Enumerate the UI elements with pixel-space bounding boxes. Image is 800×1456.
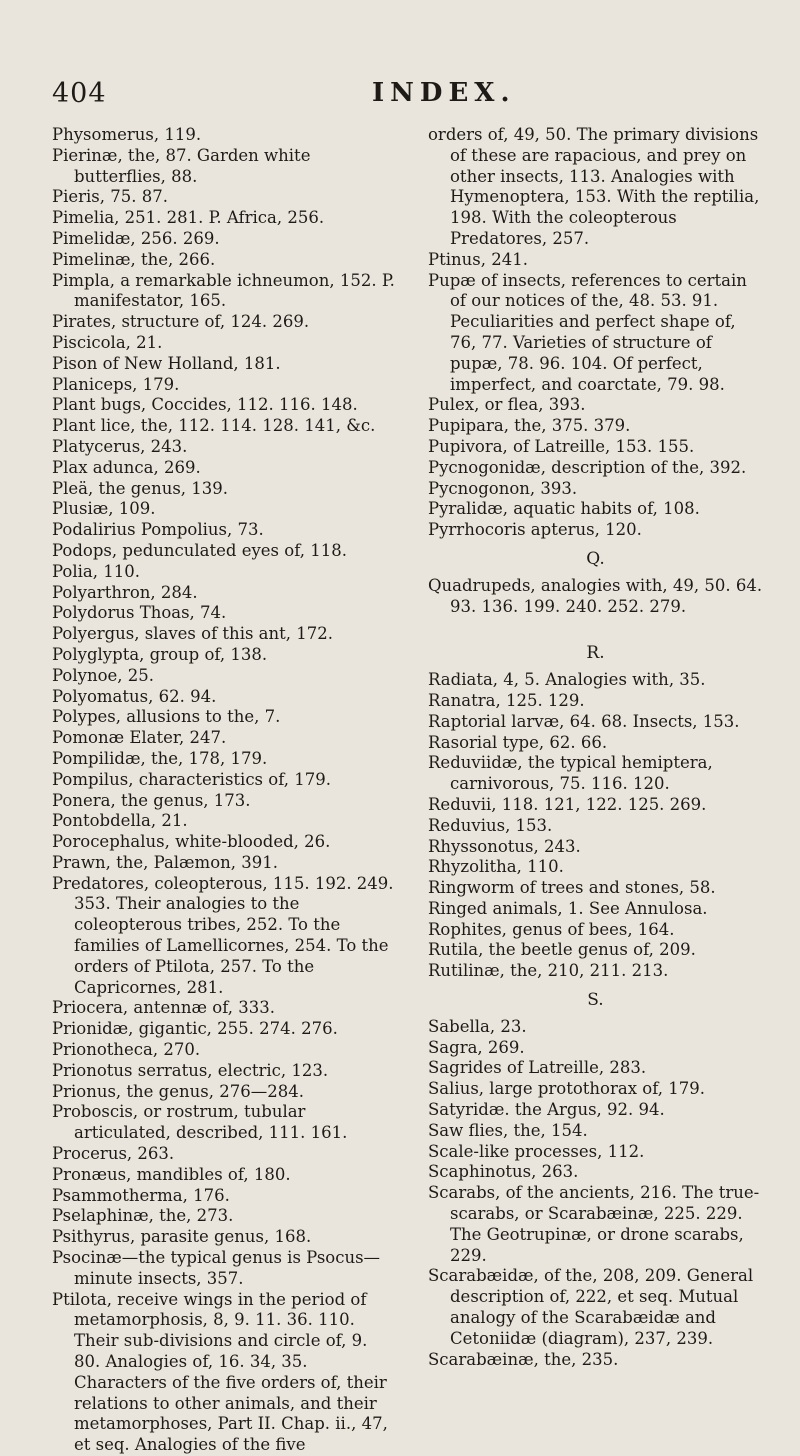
index-entry: Sagra, 269. [428,1037,525,1057]
index-entry: Pison of New Holland, 181. [52,353,281,373]
index-entry: Saw flies, the, 154. [428,1120,588,1140]
index-entry: Reduviidæ, the typical hemiptera, carnivorous, 75. 116. 120. [428,753,713,794]
index-entry: Prionotus serratus, electric, 123. [52,1060,329,1080]
index-entry: Polia, 110. [52,561,140,581]
index-entry: Pronæus, mandibles of, 180. [52,1164,291,1184]
index-entry: Pieris, 75. 87. [52,187,168,207]
index-entry: Prionus, the genus, 276—284. [52,1081,304,1101]
index-entry: Rutilinæ, the, 210, 211. 213. [428,961,669,981]
page-header [52,78,760,118]
index-entry: Ptilota, receive wings in the period of metamorphosis, 8, 9. 11. 36. 110. Their sub-divisions and circle of, 9. 80. Analogies of, 16. 34, 35. Characters of the five orders of, their relations to other animals, and their metamorphoses, Part II. Chap. ii., 47, et seq. Analogies of the five [52,1289,388,1455]
index-entry: Ptinus, 241. [428,249,528,269]
index-entry: orders of, 49, 50. The primary divisions of these are rapacious, and prey on other insects, 113. Analogies with Hymenoptera, 153. With the reptilia, 198. With the coleopterous Predatores, 257. [428,125,760,248]
index-entry: Scale-like processes, 112. [428,1141,645,1161]
index-entry: Pupivora, of Latreille, 153. 155. [428,436,695,456]
index-entry: Reduvii, 118. 121, 122. 125. 269. [428,794,707,814]
index-entry: Pomonæ Elater, 247. [52,728,227,748]
index-entry: Polyglypta, group of, 138. [52,644,268,664]
index-entry: Pompilidæ, the, 178, 179. [52,748,268,768]
index-entry: Prionidæ, gigantic, 255. 274. 276. [52,1019,338,1039]
page-title: INDEX. [372,78,516,108]
index-entry: Proboscis, or rostrum, tubular articulated, described, 111. 161. [52,1102,348,1143]
index-entry: Rhyzolitha, 110. [428,857,564,877]
index-entry: Pimpla, a remarkable ichneumon, 152. P. manifestator, 165. [52,270,395,311]
index-entry: Pimelia, 251. 281. P. Africa, 256. [52,208,325,228]
index-entry: Planiceps, 179. [52,374,180,394]
index-entry: Polynoe, 25. [52,665,155,685]
index-entry: Ringed animals, 1. See Annulosa. [428,898,708,918]
index-entry: Ponera, the genus, 173. [52,790,251,810]
page-number: 404 [52,78,107,109]
index-entry: Pyrrhocoris apterus, 120. [428,520,642,540]
index-entry: Pimelinæ, the, 266. [52,249,216,269]
index-entry: Ranatra, 125. 129. [428,690,585,710]
index-entry: Pompilus, characteristics of, 179. [52,769,331,789]
index-entry: Prawn, the, Palæmon, 391. [52,852,278,872]
index-entry: Scaphinotus, 263. [428,1162,579,1182]
index-entry: Sabella, 23. [428,1016,527,1036]
index-entry: Porocephalus, white-blooded, 26. [52,832,331,852]
right-column [428,125,763,1370]
index-entry: Polypes, allusions to the, 7. [52,707,281,727]
index-entry: Scarabæidæ, of the, 208, 209. General description of, 222, et seq. Mutual analogy of the Scarabæidæ and Cetoniidæ (diagram), 237, 239. [428,1266,754,1348]
index-entry: Satyridæ. the Argus, 92. 94. [428,1100,665,1120]
index-entry: Pycnogonidæ, description of the, 392. [428,457,747,477]
index-entry: Raptorial larvæ, 64. 68. Insects, 153. [428,711,740,731]
index-entry: Radiata, 4, 5. Analogies with, 35. [428,670,706,690]
index-entry: Scarabæinæ, the, 235. [428,1349,619,1369]
index-entry: Predatores, coleopterous, 115. 192. 249. 353. Their analogies to the coleopterous tribes, 252. To the families of Lamellicornes, 254. To the orders of Ptilota, 257. To the Capricornes, 281. [52,873,394,997]
index-entry: Priocera, antennæ of, 333. [52,998,275,1018]
index-entry: Plant bugs, Coccides, 112. 116. 148. [52,395,358,415]
index-entry: Pyralidæ, aquatic habits of, 108. [428,499,700,519]
index-entry: Podalirius Pompolius, 73. [52,520,264,540]
index-entry: Procerus, 263. [52,1144,175,1164]
left-column [52,125,397,1456]
index-entry: Plusiæ, 109. [52,499,156,519]
index-entry: Polyarthron, 284. [52,582,198,602]
index-entry: Polyomatus, 62. 94. [52,686,217,706]
index-entry: Pupipara, the, 375. 379. [428,416,631,436]
index-entry: Polydorus Thoas, 74. [52,603,227,623]
index-entry: Sagrides of Latreille, 283. [428,1058,647,1078]
section-letter-s: S. [587,990,604,1011]
index-entry: Rasorial type, 62. 66. [428,732,608,752]
index-entry: Prionotheca, 270. [52,1040,201,1060]
index-entry: Psocinæ—the typical genus is Psocus—minute insects, 357. [52,1248,381,1288]
index-entry: Ringworm of trees and stones, 58. [428,878,716,898]
section-letter-r: R. [586,643,605,664]
index-entry: Quadrupeds, analogies with, 49, 50. 64. 93. 136. 199. 240. 252. 279. [428,575,763,616]
section-letter-q: Q. [586,548,605,569]
index-entry: Pupæ of insects, references to certain of our notices of the, 48. 53. 91. Peculiarities and perfect shape of, 76, 77. Varieties of structure of pupæ, 78. 96. 104. Of perfect, imperfect, and coarctate, 79. 98. [428,270,747,394]
index-entry: Plant lice, the, 112. 114. 128. 141, &c. [52,416,376,436]
index-entry: Piscicola, 21. [52,332,163,352]
index-entry: Pycnogonon, 393. [428,478,578,498]
index-entry: Pontobdella, 21. [52,811,188,831]
index-entry: Pleä, the genus, 139. [52,478,229,498]
index-entry: Plax adunca, 269. [52,457,201,477]
index-entry: Polyergus, slaves of this ant, 172. [52,624,333,644]
index-entry: Psammotherma, 176. [52,1185,230,1205]
index-entry: Scarabs, of the ancients, 216. The true-scarabs, or Scarabæinæ, 225. 229. The Geotrupinæ, or drone scarabs, 229. [428,1183,760,1265]
index-entry: Physomerus, 119. [52,125,202,144]
index-entry: Podops, pedunculated eyes of, 118. [52,540,347,560]
index-entry: Platycerus, 243. [52,436,188,456]
index-entry: Pimelidæ, 256. 269. [52,228,220,248]
index-entry: Salius, large protothorax of, 179. [428,1079,705,1099]
index-entry: Psithyrus, parasite genus, 168. [52,1227,312,1247]
index-entry: Pselaphinæ, the, 273. [52,1206,234,1226]
index-entry: Rutila, the beetle genus of, 209. [428,940,696,960]
index-entry: Rophites, genus of bees, 164. [428,919,675,939]
index-entry: Pierinæ, the, 87. Garden white butterflies, 88. [52,145,311,186]
index-entry: Pirates, structure of, 124. 269. [52,312,310,332]
index-entry: Rhyssonotus, 243. [428,836,581,856]
index-entry: Pulex, or flea, 393. [428,395,586,415]
index-entry: Reduvius, 153. [428,815,553,835]
